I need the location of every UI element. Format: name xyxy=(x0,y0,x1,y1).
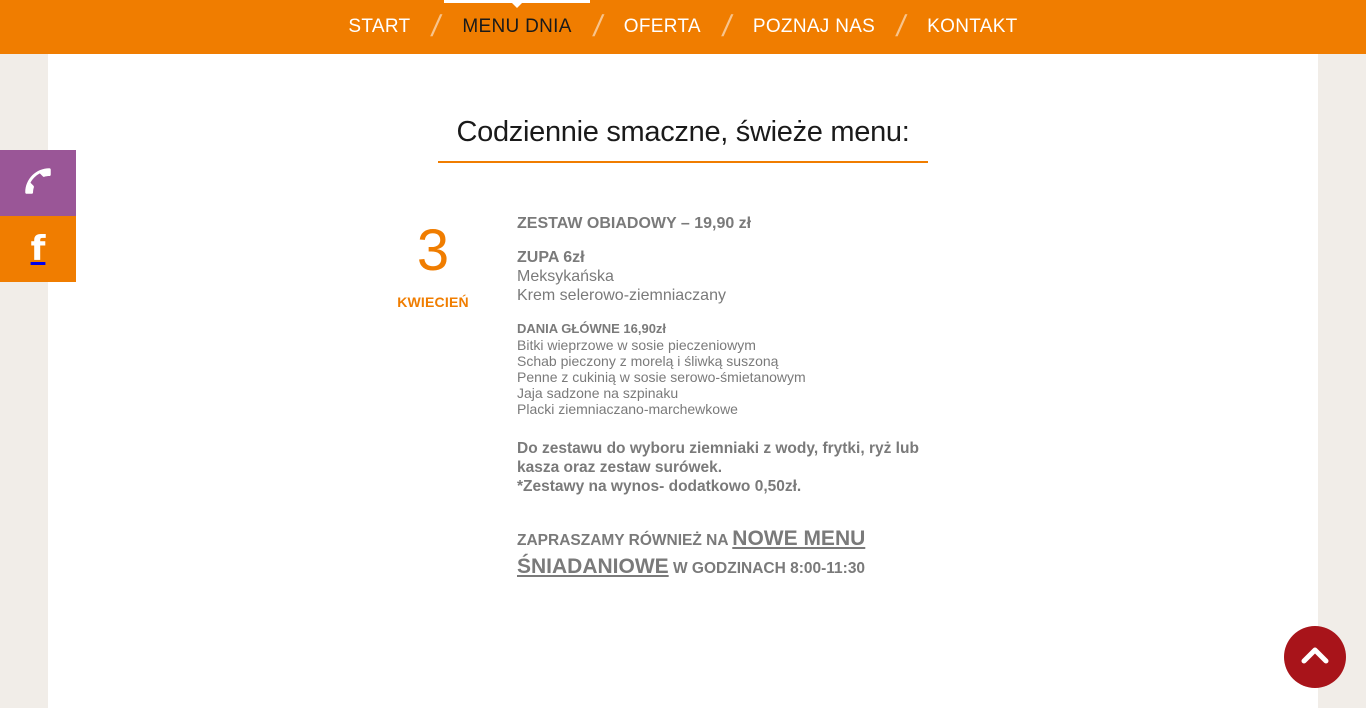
facebook-button[interactable] xyxy=(0,216,76,282)
phone-icon xyxy=(21,164,55,203)
breakfast-promo xyxy=(517,526,937,582)
set-title: ZESTAW OBIADOWY – 19,90 zł xyxy=(517,215,752,232)
daily-menu xyxy=(517,214,937,582)
nav-separator: / xyxy=(894,10,909,43)
set-note xyxy=(517,439,937,496)
main-dish-item: Bitki wieprzowe w sosie pieczeniowym xyxy=(517,337,756,353)
nav-kontakt[interactable]: KONTAKT xyxy=(927,16,1018,37)
soup-item: Meksykańska xyxy=(517,268,614,285)
promo-suffix: W GODZINACH 8:00-11:30 xyxy=(672,560,866,577)
promo-prefix: ZAPRASZAMY RÓWNIEŻ NA xyxy=(517,532,728,549)
chevron-up-icon xyxy=(1301,645,1329,670)
main-dish-item: Placki ziemniaczano-marchewkowe xyxy=(517,401,738,417)
main-dish-item: Schab pieczony z morelą i śliwką suszoną xyxy=(517,353,779,369)
main-dish-item: Jaja sadzone na szpinaku xyxy=(517,385,679,401)
phone-button[interactable] xyxy=(0,150,76,216)
facebook-icon: f xyxy=(30,229,46,269)
mains-title: DANIA GŁÓWNE 16,90zł xyxy=(517,321,667,336)
nav-separator: / xyxy=(590,10,605,43)
date-day: 3 xyxy=(416,218,450,283)
nav-oferta[interactable]: OFERTA xyxy=(623,16,701,37)
soup-title: ZUPA 6zł xyxy=(517,249,585,266)
content-panel xyxy=(48,54,1318,708)
set-note-takeaway: *Zestawy na wynos- dodatkowo 0,50zł. xyxy=(517,478,802,495)
date-month: KWIECIEŃ xyxy=(397,294,469,310)
back-to-top-button[interactable] xyxy=(1284,626,1346,688)
soup-item: Krem selerowo-ziemniaczany xyxy=(517,287,726,304)
main-nav xyxy=(0,0,1366,54)
breakfast-menu-link[interactable]: NOWE MENU ŚNIADANIOWE xyxy=(517,527,866,578)
main-dish-item: Penne z cukinią w sosie serowo-śmietanowym xyxy=(517,369,806,385)
nav-start[interactable]: START xyxy=(348,16,411,37)
nav-separator: / xyxy=(719,10,735,43)
set-note-sides: Do zestawu do wyboru ziemniaki z wody, frytki, ryż lub kasza oraz zestaw surówek. xyxy=(517,440,919,476)
nav-poznaj-nas[interactable]: POZNAJ NAS xyxy=(752,16,876,37)
nav-menu-dnia[interactable]: MENU DNIA xyxy=(444,0,589,54)
page-heading: Codziennie smaczne, świeże menu: xyxy=(438,116,928,163)
nav-separator: / xyxy=(429,10,444,43)
